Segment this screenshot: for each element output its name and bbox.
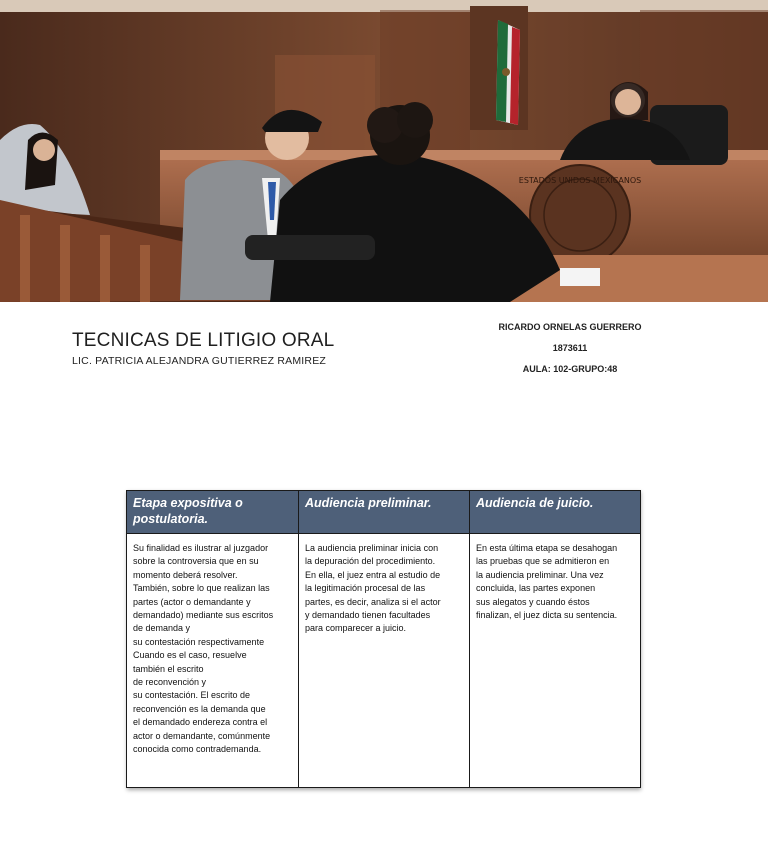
header-trial-hearing: Audiencia de juicio. (470, 491, 641, 534)
student-name: RICARDO ORNELAS GUERRERO (498, 322, 642, 332)
header-expositive-stage: Etapa expositiva o postulatoria. (127, 491, 299, 534)
cell-preliminary-hearing: La audiencia preliminar inicia con la depuración del procedimiento. En ella, el juez entra al estudio de la legitimación procesal de las partes, es decir, analiza si el actor y demandado tienen facultades para comparecer a juicio. (299, 534, 470, 788)
seal-text: ESTADOS UNIDOS MEXICANOS (518, 176, 642, 185)
student-id: 1873611 (552, 343, 588, 353)
author-block (470, 322, 670, 385)
courtroom-photo (0, 0, 768, 302)
professor-name: LIC. PATRICIA ALEJANDRA GUTIERREZ RAMIREZ (72, 355, 327, 367)
header-preliminary-hearing: Audiencia preliminar. (299, 491, 470, 534)
class-group: AULA: 102-GRUPO:48 (522, 364, 618, 374)
stages-table (126, 490, 640, 788)
title-block (72, 330, 334, 367)
table-row (127, 534, 641, 788)
cell-trial-hearing: En esta última etapa se desahogan las pruebas que se admitieron en la audiencia preliminar. Una vez concluida, las partes exponen sus alegatos y cuando éstos finalizan, el juez dicta su sentencia. (470, 534, 641, 788)
table-header-row (127, 491, 641, 534)
cell-expositive-stage: Su finalidad es ilustrar al juzgador sobre la controversia que en su momento deberá resolver. También, sobre lo que realizan las partes (actor o demandante y demandado) mediante sus escritos de demanda y su contestación respectivamente Cuando es el caso, resuelve también el escrito de reconvención y su contestación. El escrito de reconvención es la demanda que el demandado endereza contra el actor o demandante, comúnmente conocida como contrademanda. (127, 534, 299, 788)
document-title: TECNICAS DE LITIGIO ORAL (72, 330, 335, 351)
